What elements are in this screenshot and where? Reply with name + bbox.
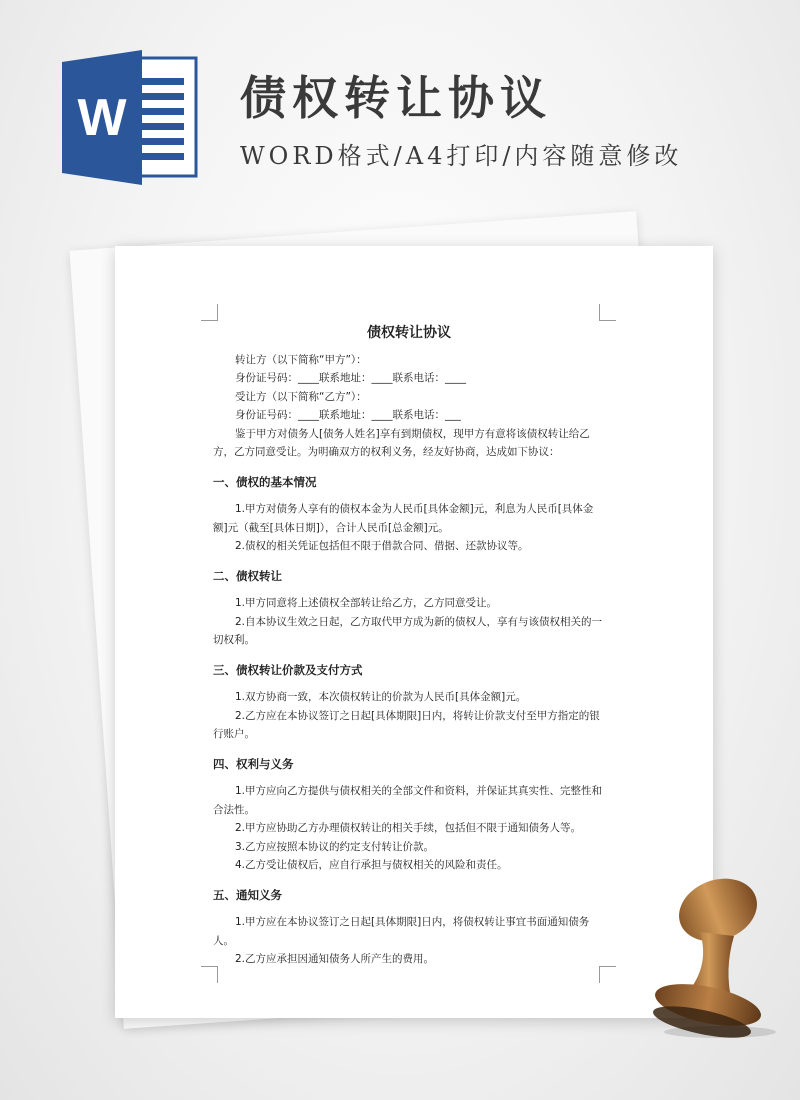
clause: 2.乙方应承担因通知债务人所产生的费用。 (235, 953, 435, 965)
document-page (115, 246, 713, 1018)
section-heading: 一、债权的基本情况 (213, 474, 317, 489)
intro-paragraph: 鉴于甲方对债务人[债务人姓名]享有到期债权，现甲方有意将该债权转让给乙方，乙方同意受让。为明确双方的权利义务，经友好协商，达成如下协议： (213, 427, 590, 458)
clause: 1.甲方对债务人享有的债权本金为人民币[具体金额]元，利息为人民币[具体金额]元（截至[具体日期]），合计人民币[总金额]元。 (213, 503, 594, 534)
clause: 2.自本协议生效之日起，乙方取代甲方成为新的债权人，享有与该债权相关的一切权利。 (213, 615, 603, 646)
banner-subtitle: WORD格式/A4打印/内容随意修改 (240, 142, 683, 170)
wooden-stamp-icon (640, 870, 780, 1040)
document-title: 债权转让协议 (367, 325, 451, 341)
crop-mark-top-left (201, 304, 218, 321)
party-line: 转让方（以下简称“甲方”）： (235, 353, 367, 366)
clause: 1.甲方同意将上述债权全部转让给乙方，乙方同意受让。 (235, 597, 498, 609)
document-body (213, 324, 605, 969)
section-heading: 三、债权转让价款及支付方式 (213, 662, 363, 677)
crop-mark-bottom-left (201, 966, 218, 983)
word-icon-letter: W (77, 89, 127, 147)
section-heading: 五、通知义务 (213, 887, 282, 902)
clause: 3.乙方应按照本协议的约定支付转让价款。 (235, 840, 435, 853)
clause: 1.甲方应在本协议签订之日起[具体期限]日内，将债权转让事宜书面通知债务人。 (213, 916, 590, 947)
word-file-icon (62, 50, 202, 185)
section-heading: 四、权利与义务 (213, 756, 294, 771)
clause: 2.债权的相关凭证包括但不限于借款合同、借据、还款协议等。 (235, 540, 529, 552)
clause: 1.甲方应向乙方提供与债权相关的全部文件和资料，并保证其真实性、完整性和合法性。 (213, 785, 603, 816)
party-line: 身份证号码：____联系地址：____联系电话：____ (235, 372, 466, 384)
crop-mark-top-right (599, 304, 616, 321)
clause: 4.乙方受让债权后，应自行承担与债权相关的风险和责任。 (235, 859, 508, 871)
party-line: 受让方（以下简称“乙方”）： (235, 390, 367, 403)
clause: 2.甲方应协助乙方办理债权转让的相关手续，包括但不限于通知债务人等。 (235, 822, 582, 834)
banner-title: 债权转让协议 (240, 71, 552, 125)
section-heading: 二、债权转让 (213, 568, 282, 583)
clause: 1.双方协商一致，本次债权转让的价款为人民币[具体金额]元。 (235, 691, 527, 703)
party-line: 身份证号码：____联系地址：____联系电话：___ (235, 409, 461, 421)
crop-mark-bottom-right (599, 966, 616, 983)
clause: 2.乙方应在本协议签订之日起[具体期限]日内，将转让价款支付至甲方指定的银行账户。 (213, 709, 600, 740)
